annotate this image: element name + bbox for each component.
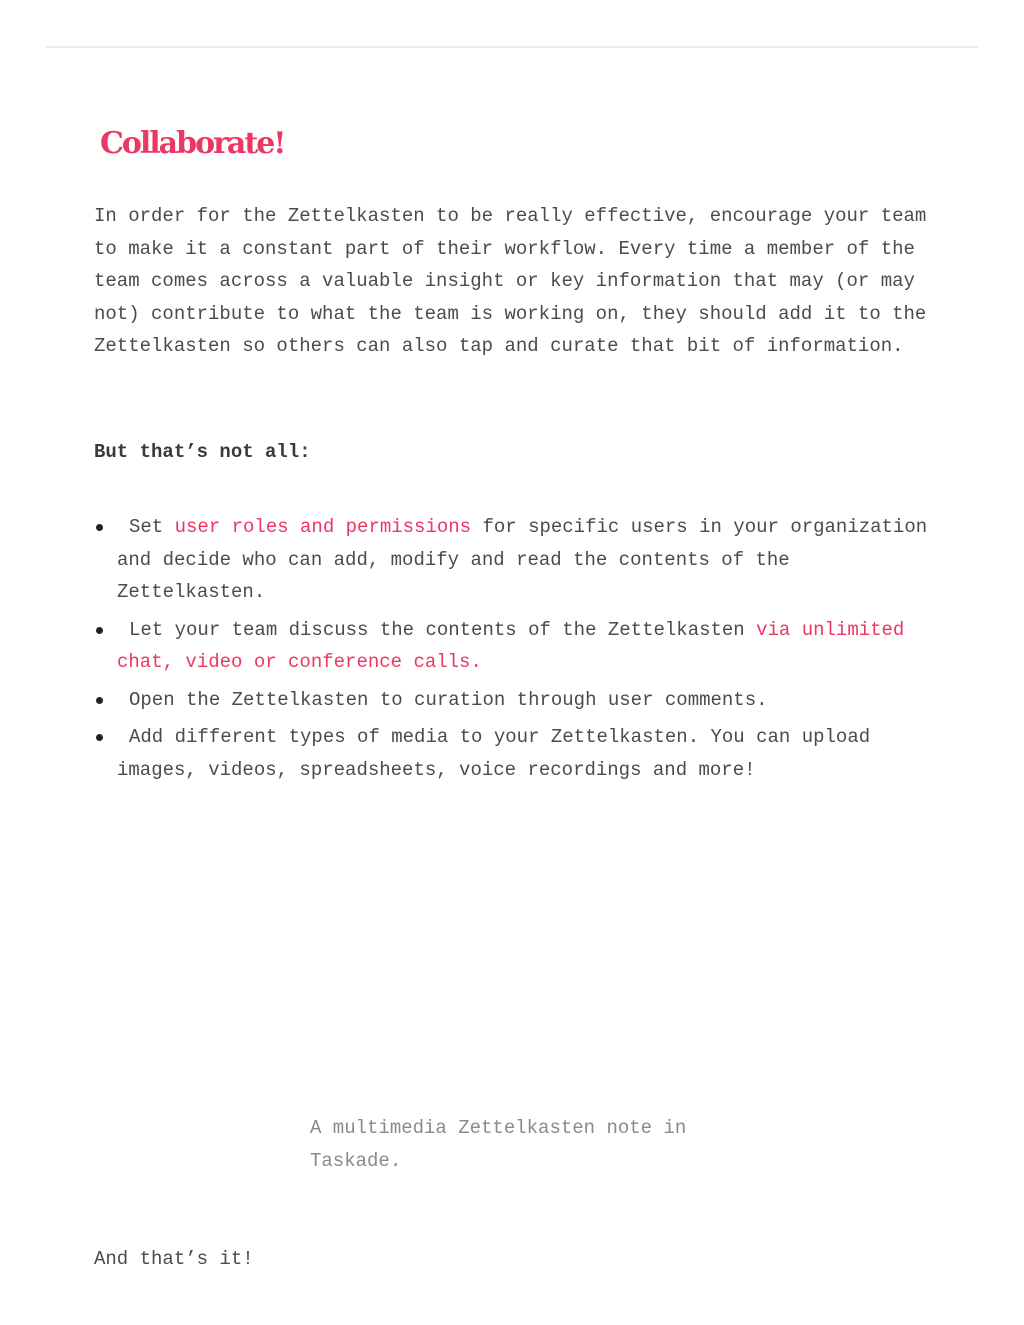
bullet-icon — [96, 524, 103, 531]
feature-text-before: Open the Zettelkasten to curation through user comments. — [129, 688, 768, 711]
subheading: But that’s not all: — [94, 441, 311, 463]
bullet-icon — [96, 627, 103, 634]
intro-paragraph: In order for the Zettelkasten to be really effective, encourage your team to make it a constant part of their workflow. Every time a member of the team comes across a valuable insight or key information that may (or may not) contribute to what the team is working on, they should add it to the Zettelkasten so others can also tap and curate that bit of information. — [94, 205, 927, 358]
feature-text-before: Let your team discuss the contents of the Zettelkasten — [129, 618, 757, 641]
feature-text-after: . — [470, 651, 482, 674]
feature-list — [94, 511, 934, 791]
feature-text-after: for specific users in your organization and decide who can add, modify and read the contents of the Zettelkasten. — [117, 516, 928, 604]
image-caption: A multimedia Zettelkasten note in Taskade. — [310, 1117, 687, 1172]
list-item — [94, 511, 934, 609]
user-roles-link[interactable]: user roles and permissions — [174, 516, 472, 538]
list-item — [94, 614, 934, 679]
feature-text-before: Set — [129, 516, 175, 538]
closing-paragraph: And that’s it! — [94, 1248, 254, 1270]
section-heading: Collaborate! — [100, 126, 285, 161]
list-item — [94, 684, 934, 717]
feature-text-before: Add different types of media to your Zettelkasten. You can upload images, videos, spreadsheets, voice recordings and more! — [117, 725, 871, 781]
bullet-icon — [96, 734, 103, 741]
bullet-icon — [96, 697, 103, 704]
chat-video-calls-link[interactable]: via unlimited chat, video or conference calls — [117, 618, 905, 674]
list-item — [94, 721, 934, 786]
top-divider — [46, 46, 978, 48]
